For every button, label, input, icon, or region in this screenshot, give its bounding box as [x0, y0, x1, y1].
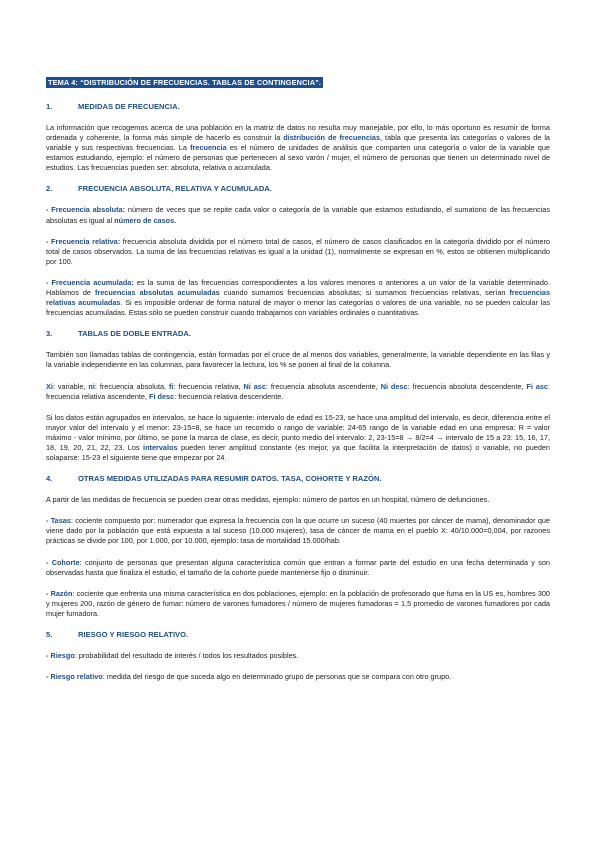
term-label: - Frecuencia absoluta: [46, 205, 126, 215]
notation-legend [46, 382, 550, 402]
text: : frecuencia relativa ascendente, [46, 381, 551, 401]
text: : frecuencia absoluta ascendente, [265, 381, 381, 391]
text: pueden tener amplitud constante (es mejor, ya que facilita la interpretación de datos) o variable, no pueden solaparse: 15-23 el siguiente tiene que empezar por 24. [46, 442, 550, 463]
text: es el número de unidades de análisis que comparten una categoría o valor de la variable que estamos estudiando, ejemplo: el número de personas que pertenecen al sexo varón / mujer, el número de personas que tienen un determinado nivel de estudios. Las frecuencias pueden ser: absoluta, relativa o acumulada. [46, 143, 550, 173]
tasas-paragraph [46, 516, 550, 546]
section-4-title: OTRAS MEDIDAS UTILIZADAS PARA RESUMIR DATOS. TASA, COHORTE Y RAZÓN. [78, 474, 382, 484]
section-2-heading [46, 184, 550, 193]
symbol: Fi desc [149, 391, 175, 401]
riesgo-paragraph [46, 651, 550, 661]
riesgo-relativo-paragraph [46, 672, 550, 682]
term-label: - Frecuencia relativa: [46, 236, 121, 246]
text: Si los datos están agrupados en intervalos, se hace lo siguiente: intervalo de edad es 15-23, se hace una amplitud del intervalo, es decir, diferencia entre el mayor valor del intervalo y el menor: 23-15=8, se hace un recorrido o rango de variable: 24-65 rango de la variable edad en una empresa: R = valor máximo - valor mínimo, por último, se pone la marca de clase, es decir, punto medio del intervalo: 2, 23-15=8 → 8/2=4 → intervalo de 15 a 23: 15, 16, 17, 18, 19, 20, 21, 22, 23. Los [46, 412, 550, 452]
term-distribucion: distribución de frecuencias [283, 133, 381, 143]
text: : cociente que enfrenta una misma característica en dos poblaciones, ejemplo: en la población de profesorado que fuma en la US es, hombres 300 y mujeres 200, razón de género de fumar: número de varones fumadores / número de mujeres fumadoras = 1,5 promedio de varones fumadores por cada mujer fumadora. [46, 588, 550, 618]
text: , tabla que presenta las categorías o valores de la variable y sus respectivas frecuencias. La [46, 133, 550, 153]
text: . Si es imposible ordenar de forma natural de mayor o menor las categorías o valores de una variable, no se pueden calcular las frecuencias acumuladas. Estas sólo se pueden construir cuando trabajamos con variables ordinales o cuantitativas. [46, 298, 551, 318]
section-5-heading [46, 630, 550, 639]
text: : frecuencia relativa, [173, 381, 244, 391]
section-3-paragraph: También son llamadas tablas de contingencia, están formadas por el cruce de al menos dos variables, generalmente, la variable dependiente en las filas y la variable independiente en las columnas, para favorecer la lectura, los % se ponen al final de la columna. [46, 350, 550, 370]
term-relativas-acumuladas: frecuencias relativas acumuladas [46, 288, 550, 308]
section-1-paragraph [46, 123, 550, 173]
text: cuando sumamos frecuencias absolutas; si sumamos frecuencias relativas, serían [219, 288, 510, 298]
symbol: fi [169, 381, 174, 391]
cohorte-paragraph [46, 558, 550, 578]
section-4-paragraph: A partir de las medidas de frecuencia se pueden crear otras medidas, ejemplo: número de partos en un hospital, número de defunciones. [46, 495, 490, 505]
document-title: TEMA 4: “DISTRIBUCIÓN DE FRECUENCIAS. TABLAS DE CONTINGENCIA”. [48, 78, 322, 87]
section-2-number: 2. [46, 184, 53, 194]
text: : variable, [52, 381, 89, 391]
text: : conjunto de personas que presentan alguna característica común que entran a formar parte del estudio en una fecha determinada y son observadas hasta que finaliza el estudio, el tamaño de la cohorte puede mantenerse fijo o disminuir. [46, 557, 550, 577]
text: : probabilidad del resultado de interés / todos los resultados posibles. [74, 651, 299, 660]
text: La información que recogemos acerca de una población en la matriz de datos no resulta muy manejable, por ello, lo más oportuno es resumir de forma ordenada y coherente, la forma más simple de hacerlo es construir la [46, 123, 550, 143]
term-label: - Frecuencia acumulada: [46, 277, 134, 287]
term-frecuencia: frecuencia [190, 143, 227, 153]
text: : frecuencia absoluta descendente, [407, 381, 527, 391]
symbol: Xi [46, 381, 53, 391]
term-label: - Riesgo relativo [46, 672, 103, 682]
section-3-title: TABLAS DE DOBLE ENTRADA. [78, 329, 191, 339]
section-2-title: FRECUENCIA ABSOLUTA, RELATIVA Y ACUMULADA. [78, 184, 272, 194]
term-label: - Cohorte [46, 557, 80, 567]
symbol: ni [88, 381, 95, 391]
frecuencia-acumulada-paragraph [46, 278, 550, 318]
text: es la suma de las frecuencias correspondientes a los valores menores o anteriores a un valor de la variable determinado. Hablamos de [46, 277, 550, 298]
term-numero-casos: número de casos. [114, 215, 177, 225]
intervals-paragraph [46, 413, 550, 463]
frecuencia-absoluta-paragraph [46, 205, 550, 225]
razon-paragraph [46, 589, 550, 619]
text: : cociente compuesto por: numerador que expresa la frecuencia con la que ocurre un suceso (40 muertes por cáncer de mama), denominador que viene dado por la población que está expuesta a tal suceso (10.000 mujeres), tasa de cáncer de mama en el pueblo X: 40/10.000=0,004, por razones prácticas se divide por 100, por 1.000, por 10.000, ejemplo: tasa de mortalidad 15.000/hab. [46, 516, 550, 546]
section-4-heading [46, 474, 550, 483]
section-5-number: 5. [46, 630, 53, 639]
section-4-number: 4. [46, 474, 53, 484]
term-label: - Tasas [46, 516, 71, 526]
frecuencia-relativa-paragraph [46, 237, 550, 267]
section-1-number: 1. [46, 102, 53, 111]
section-3-number: 3. [46, 329, 53, 339]
section-5-title: RIESGO Y RIESGO RELATIVO. [78, 630, 189, 639]
symbol: Ni asc [243, 381, 266, 391]
term-label: - Riesgo [46, 651, 75, 660]
text: : medida del riesgo de que suceda algo en determinado grupo de personas que se compara con otro grupo. [102, 672, 452, 682]
term-label: - Razón [46, 588, 73, 598]
symbol: Fi asc [526, 381, 548, 391]
section-3-heading [46, 329, 550, 338]
symbol: Ni desc [380, 381, 408, 391]
term-absolutas-acumuladas: frecuencias absolutas acumuladas [94, 288, 220, 298]
text: : frecuencia relativa descendente. [174, 391, 284, 401]
section-1-title: MEDIDAS DE FRECUENCIA. [78, 102, 180, 111]
text: frecuencia absoluta dividida por el número total de casos, el número de casos clasificados en la categoría dividido por el número total de casos observados. La suma de las frecuencias relativas es igual a la unidad (1), normalmente se expresan en %, estos se obtienen multiplicando por 100. [46, 236, 550, 266]
text: : frecuencia absoluta, [94, 381, 169, 391]
section-1-heading [46, 102, 550, 111]
text: número de veces que se repite cada valor o categoría de la variable que estamos estudiando, el sumatorio de las frecuencias absolutas es igual al [46, 205, 550, 225]
term-intervalos: intervalos [143, 442, 178, 452]
